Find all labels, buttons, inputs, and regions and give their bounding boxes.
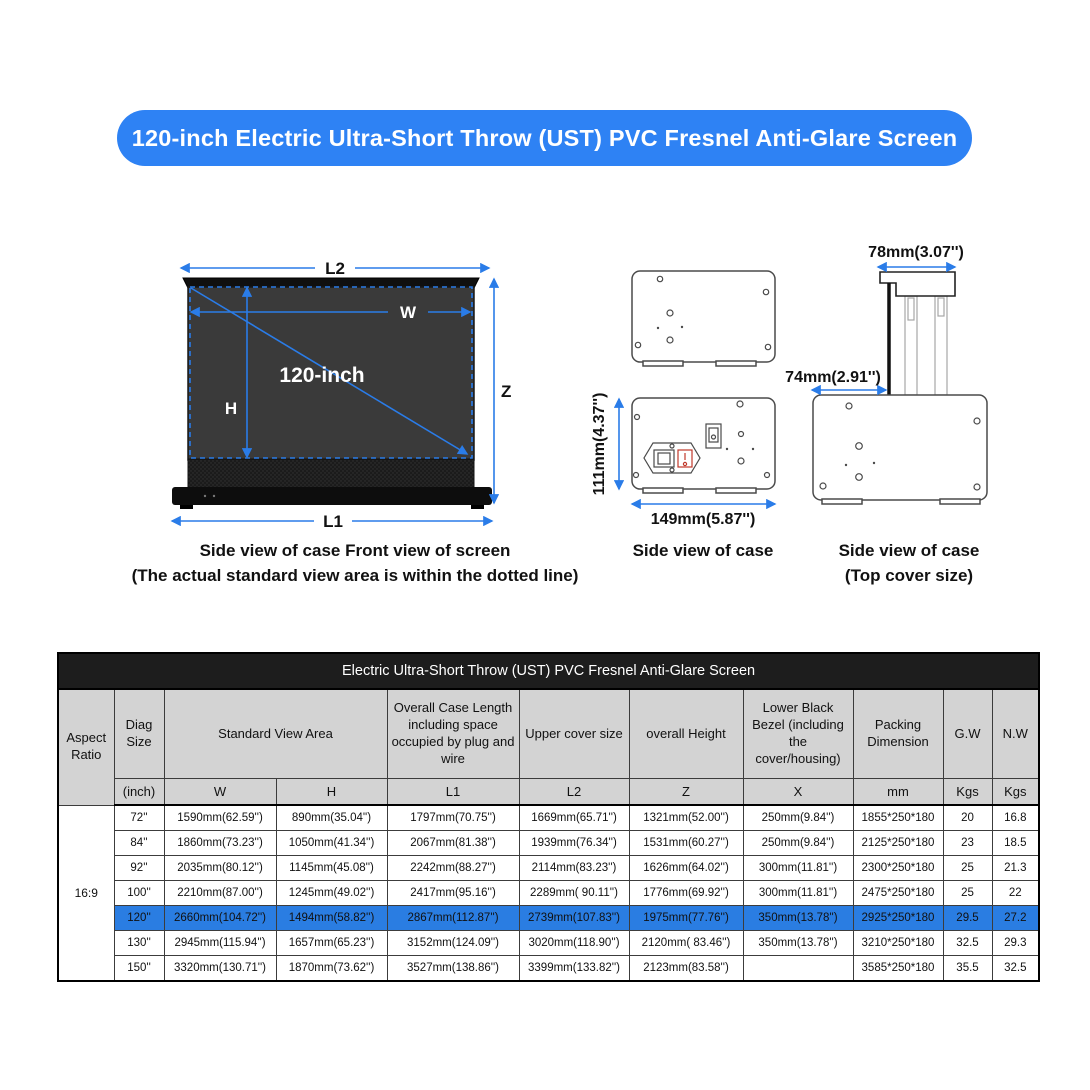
- cell-h: 1245mm(49.02''): [276, 881, 387, 906]
- cell-packing: 2300*250*180: [853, 856, 943, 881]
- cell-x: 300mm(11.81''): [743, 856, 853, 881]
- dim-label-l2: L2: [325, 259, 345, 278]
- cell-nw: 21.3: [992, 856, 1039, 881]
- spec-table: [57, 652, 1040, 982]
- caption-top-cover-line1: Side view of case: [838, 541, 980, 560]
- cell-diag: 130'': [114, 931, 164, 956]
- cell-w: 1860mm(73.23''): [164, 831, 276, 856]
- cell-w: 2660mm(104.72''): [164, 906, 276, 931]
- col-header-overall-height: overall Height: [629, 689, 743, 779]
- cell-nw: 29.3: [992, 931, 1039, 956]
- cell-l2: 2289mm( 90.11''): [519, 881, 629, 906]
- side-case-bottom-diagram: [591, 393, 775, 528]
- cell-l1: 2867mm(112.87''): [387, 906, 519, 931]
- table-row-130in: [58, 931, 1039, 956]
- col-header-lower-black-bezel: Lower Black Bezel (including the cover/housing): [743, 689, 853, 779]
- cell-l2: 1939mm(76.34''): [519, 831, 629, 856]
- cell-z: 1626mm(64.02''): [629, 856, 743, 881]
- cell-diag: 150'': [114, 956, 164, 982]
- cell-gw: 32.5: [943, 931, 992, 956]
- col-header-standard-view-area: Standard View Area: [164, 689, 387, 779]
- cell-z: 2120mm( 83.46''): [629, 931, 743, 956]
- table-row-84in: [58, 831, 1039, 856]
- cell-x: 350mm(13.78''): [743, 931, 853, 956]
- cell-x: 350mm(13.78''): [743, 906, 853, 931]
- cell-l1: 3152mm(124.09''): [387, 931, 519, 956]
- cell-nw: 18.5: [992, 831, 1039, 856]
- cell-diag: 92'': [114, 856, 164, 881]
- cell-w: 2210mm(87.00''): [164, 881, 276, 906]
- caption-top-cover-line2: (Top cover size): [844, 566, 974, 585]
- dim-label-h: H: [224, 399, 238, 418]
- cell-l2: 2739mm(107.83''): [519, 906, 629, 931]
- dim-label-case-height: 111mm(4.37''): [591, 392, 608, 496]
- caption-front-view-line2: (The actual standard view area is within the dotted line): [131, 566, 579, 585]
- cell-l1: 3527mm(138.86''): [387, 956, 519, 982]
- cell-l1: 2242mm(88.27''): [387, 856, 519, 881]
- cell-z: 2123mm(83.58''): [629, 956, 743, 982]
- cell-gw: 29.5: [943, 906, 992, 931]
- col-header-packing-dimension: Packing Dimension: [853, 689, 943, 779]
- diagonal-size-label: 120-inch: [279, 364, 365, 387]
- dim-label-w: W: [399, 303, 417, 322]
- cell-packing: 2475*250*180: [853, 881, 943, 906]
- cell-l1: 2067mm(81.38''): [387, 831, 519, 856]
- unit-kgs-nw: Kgs: [992, 779, 1039, 806]
- table-row-120in: [58, 906, 1039, 931]
- caption-front-view: [70, 538, 640, 588]
- caption-side-view-text: Side view of case: [632, 541, 774, 560]
- cell-gw: 23: [943, 831, 992, 856]
- caption-top-cover: [808, 538, 1010, 588]
- cell-h: 1657mm(65.23''): [276, 931, 387, 956]
- cell-h: 890mm(35.04''): [276, 805, 387, 831]
- unit-mm: mm: [853, 779, 943, 806]
- title-banner: [117, 110, 972, 166]
- cell-z: 1975mm(77.76''): [629, 906, 743, 931]
- cell-l2: 1669mm(65.71''): [519, 805, 629, 831]
- cell-x: [743, 956, 853, 982]
- cell-nw: 16.8: [992, 805, 1039, 831]
- cell-packing: 2125*250*180: [853, 831, 943, 856]
- cell-diag: 100'': [114, 881, 164, 906]
- aspect-ratio-value: 16:9: [58, 805, 114, 981]
- cell-x: 250mm(9.84''): [743, 831, 853, 856]
- cell-w: 3320mm(130.71''): [164, 956, 276, 982]
- cell-z: 1776mm(69.92''): [629, 881, 743, 906]
- col-header-gw: G.W: [943, 689, 992, 779]
- cell-w: 2035mm(80.12''): [164, 856, 276, 881]
- unit-l2: L2: [519, 779, 629, 806]
- col-header-overall-case-length: Overall Case Length including space occupied by plug and wire: [387, 689, 519, 779]
- cell-gw: 25: [943, 856, 992, 881]
- cell-l1: 1797mm(70.75''): [387, 805, 519, 831]
- cell-packing: 3585*250*180: [853, 956, 943, 982]
- cell-h: 1050mm(41.34''): [276, 831, 387, 856]
- dim-label-case-width: 149mm(5.87''): [650, 511, 756, 528]
- cell-x: 300mm(11.81''): [743, 881, 853, 906]
- page-title: 120-inch Electric Ultra-Short Throw (UST) PVC Fresnel Anti-Glare Screen: [131, 124, 958, 151]
- unit-h: H: [276, 779, 387, 806]
- caption-side-view: [608, 538, 798, 563]
- table-row-72in: [58, 805, 1039, 831]
- cell-w: 2945mm(115.94''): [164, 931, 276, 956]
- unit-w: W: [164, 779, 276, 806]
- dim-label-z: Z: [501, 382, 512, 401]
- cell-packing: 1855*250*180: [853, 805, 943, 831]
- cell-gw: 25: [943, 881, 992, 906]
- cell-nw: 22: [992, 881, 1039, 906]
- dimension-diagrams: [0, 230, 1090, 542]
- cell-l2: 3399mm(133.82''): [519, 956, 629, 982]
- cell-x: 250mm(9.84''): [743, 805, 853, 831]
- col-header-upper-cover-size: Upper cover size: [519, 689, 629, 779]
- unit-l1: L1: [387, 779, 519, 806]
- cell-h: 1870mm(73.62''): [276, 956, 387, 982]
- cell-l2: 3020mm(118.90''): [519, 931, 629, 956]
- cell-diag: 72'': [114, 805, 164, 831]
- cell-packing: 2925*250*180: [853, 906, 943, 931]
- cell-h: 1145mm(45.08''): [276, 856, 387, 881]
- cell-diag: 120'': [114, 906, 164, 931]
- cell-z: 1321mm(52.00''): [629, 805, 743, 831]
- col-header-diag-size: Diag Size: [114, 689, 164, 779]
- cell-z: 1531mm(60.27''): [629, 831, 743, 856]
- screen-front-view-diagram: [172, 259, 511, 531]
- cell-gw: 35.5: [943, 956, 992, 982]
- dim-label-top-cover-width: 78mm(3.07''): [868, 244, 964, 261]
- table-title: Electric Ultra-Short Throw (UST) PVC Fresnel Anti-Glare Screen: [58, 653, 1039, 689]
- col-header-aspect-ratio: Aspect Ratio: [58, 689, 114, 805]
- caption-front-view-line1: Side view of case Front view of screen: [199, 541, 511, 560]
- cell-nw: 32.5: [992, 956, 1039, 982]
- unit-x: X: [743, 779, 853, 806]
- unit-z: Z: [629, 779, 743, 806]
- dim-label-l1: L1: [323, 512, 343, 531]
- cell-nw: 27.2: [992, 906, 1039, 931]
- table-row-92in: [58, 856, 1039, 881]
- dim-label-top-cover-depth: 74mm(2.91''): [785, 369, 881, 386]
- cell-w: 1590mm(62.59''): [164, 805, 276, 831]
- unit-inch: (inch): [114, 779, 164, 806]
- table-row-150in: [58, 956, 1039, 982]
- top-cover-diagram: [785, 244, 987, 504]
- side-case-top-diagram: [632, 271, 775, 366]
- cell-diag: 84'': [114, 831, 164, 856]
- cell-gw: 20: [943, 805, 992, 831]
- unit-kgs-gw: Kgs: [943, 779, 992, 806]
- cell-h: 1494mm(58.82''): [276, 906, 387, 931]
- table-row-100in: [58, 881, 1039, 906]
- col-header-nw: N.W: [992, 689, 1039, 779]
- cell-l1: 2417mm(95.16''): [387, 881, 519, 906]
- cell-packing: 3210*250*180: [853, 931, 943, 956]
- cell-l2: 2114mm(83.23''): [519, 856, 629, 881]
